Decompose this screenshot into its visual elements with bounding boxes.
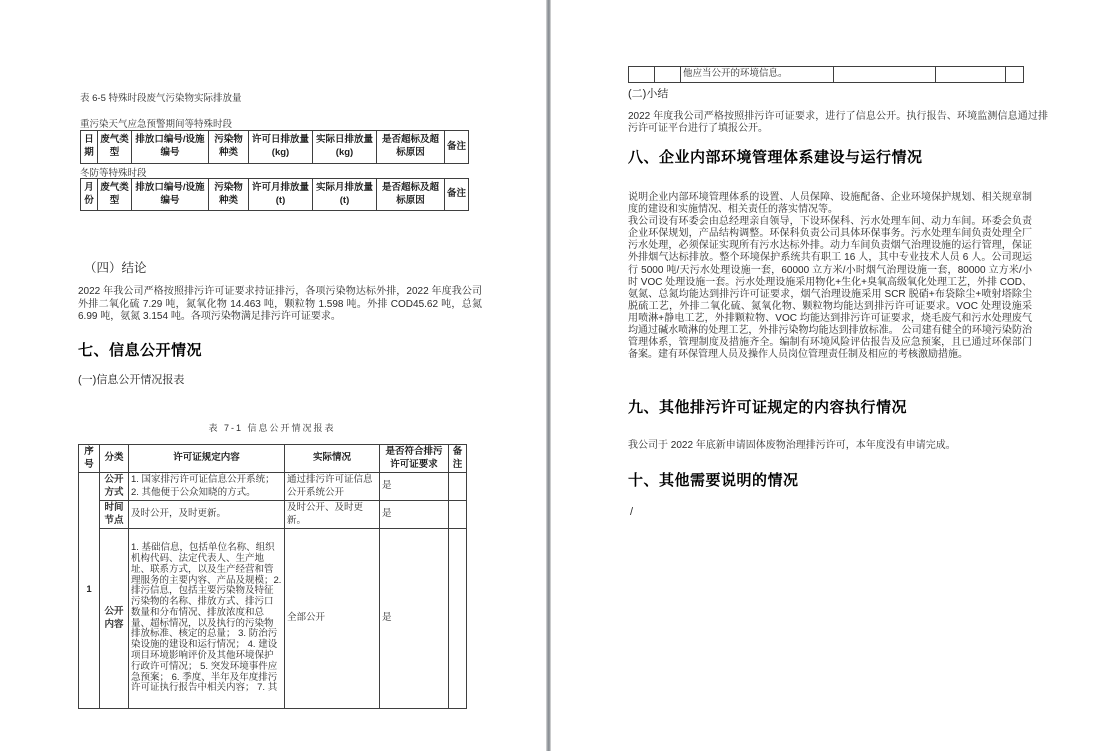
disclosure-table-continuation <box>628 66 1024 83</box>
monthly-col-month: 月份 <box>81 179 98 211</box>
section8-text-block <box>628 192 1032 361</box>
section10-heading: 十、其他需要说明的情况 <box>628 472 799 489</box>
disclosure-table <box>78 444 467 709</box>
disclosure-col-category: 分类 <box>100 445 129 473</box>
table-row <box>79 473 467 501</box>
cont-required-cell: 他应当公开的环境信息。 <box>681 67 834 83</box>
daily-col-pollutant: 污染物种类 <box>209 131 249 164</box>
daily-col-actual: 实际日排放量(kg) <box>313 131 377 164</box>
disclosure-col-note: 备注 <box>449 445 467 473</box>
monthly-col-note: 备注 <box>445 179 469 211</box>
row1-required: 1. 国家排污许可证信息公开系统；2. 其他便于公众知晓的方式。 <box>129 473 285 501</box>
monthly-col-permitted: 许可月排放量(t) <box>249 179 313 211</box>
cont-seq-cell <box>629 67 655 83</box>
disclosure-col-actual: 实际情况 <box>285 445 380 473</box>
row3-compliant: 是 <box>380 529 449 709</box>
cont-category-cell <box>655 67 681 83</box>
row2-category: 时间节点 <box>100 501 129 529</box>
section8-intro: 说明企业内部环境管理体系的设置、人员保障、设施配备、企业环境保护规划、相关规章制度的建设和实施情况、相关责任的落实情况等。 <box>628 192 1032 216</box>
daily-col-exceed: 是否超标及超标原因 <box>377 131 445 164</box>
daily-col-permitted: 许可日排放量(kg) <box>249 131 313 164</box>
daily-col-note: 备注 <box>445 131 469 164</box>
daily-col-outlet: 排放口编号/设施编号 <box>132 131 209 164</box>
cont-compliant-cell <box>936 67 1006 83</box>
monthly-emission-table <box>80 178 469 211</box>
daily-emission-table <box>80 130 469 164</box>
monthly-col-actual: 实际月排放量(t) <box>313 179 377 211</box>
disclosure-header-row <box>79 445 467 473</box>
special-period-2-label: 冬防等特殊时段 <box>80 168 147 179</box>
monthly-col-exceed: 是否超标及超标原因 <box>377 179 445 211</box>
row-seq-cell: 1 <box>79 473 100 709</box>
section9-paragraph: 我公司于 2022 年底新申请固体废物治理排污许可，本年度没有申请完成。 <box>628 440 956 451</box>
section8-heading: 八、企业内部环境管理体系建设与运行情况 <box>628 149 923 166</box>
section9-heading: 九、其他排污许可证规定的内容执行情况 <box>628 399 908 416</box>
row2-note <box>449 501 467 529</box>
daily-col-date: 日期 <box>81 131 98 164</box>
section8-body: 我公司设有环委会由总经理亲自领导，下设环保科、污水处理车间、动力车间。环委会负责企业环保规划，产品结构调整。环保科负责公司具体环保事务。污水处理车间负责处理全厂污水处理，必须保证实现所有污水达标外排。动力车间负责烟气治理设施的运行管理，保证外排烟气达标排放。整个环境保护系统共有职工 16 人，其中专业技术人员 6 人。公司现运行 5000 吨/天污水处理设施一套，60000 立方米/小时烟气治理设施一套，80000 立方米/小时 VOC 处理设施一套。污水处理设施采用物化+生化+臭氧高级氧化处理工艺，外排 COD、氨氮、总氮均能达到排污许可证要求，烟气治理设施采用 SCR 脱硝+布袋除尘+喷射塔除尘脱硫工艺，外排二氧化硫、氮氧化物、颗粒物均能达到排污许可证要求。VOC 处理设施采用喷淋+静电工艺，外排颗粒物、VOC 均能达到排污许可证要求，烧毛废气和污水处理废气均通过碱水喷淋的处理工艺，外排污染物均能达到排放标准。 公司建有健全的环境污染防治管理体系，管理制度及措施齐全。编制有环境风险评估报告及应急预案，且已通过环保部门备案。建有环保管理人员及操作人员岗位管理责任制及相应的考核激励措施。 <box>628 216 1032 361</box>
summary-paragraph: 2022 年度我公司严格按照排污许可证要求，进行了信息公开。执行报告、环境监测信息通过排污许可证平台进行了填报公开。 <box>628 111 1048 134</box>
row1-compliant: 是 <box>380 473 449 501</box>
section7-sub-heading: (一)信息公开情况报表 <box>78 374 185 386</box>
section10-placeholder: / <box>630 506 634 518</box>
table-7-1-caption: 表 7-1 信息公开情况报表 <box>208 423 336 433</box>
monthly-col-outlet: 排放口编号/设施编号 <box>132 179 209 211</box>
conclusion-paragraph: 2022 年我公司严格按照排污许可证要求持证排污，各项污染物达标外排，2022 年度我公司外排二氧化硫 7.29 吨，氮氧化物 14.463 吨，颗粒物 1.598 吨。外排 COD45.62 吨，总氮 6.99 吨，氨氮 3.154 吨。各项污染物满足排污许可证要求。 <box>78 286 482 323</box>
row1-category: 公开方式 <box>100 473 129 501</box>
disclosure-col-required: 许可证规定内容 <box>129 445 285 473</box>
table-row <box>79 501 467 529</box>
table-row <box>629 67 1024 83</box>
cont-actual-cell <box>834 67 936 83</box>
cont-note-cell <box>1006 67 1024 83</box>
special-period-1-label: 重污染天气应急预警期间等特殊时段 <box>80 119 233 130</box>
table-row <box>79 529 467 709</box>
row1-actual: 通过排污许可证信息公开系统公开 <box>285 473 380 501</box>
row2-required: 及时公开，及时更新。 <box>129 501 285 529</box>
row1-note <box>449 473 467 501</box>
monthly-col-pollutant: 污染物种类 <box>209 179 249 211</box>
monthly-col-gas-type: 废气类型 <box>98 179 132 211</box>
summary-heading: (二)小结 <box>628 88 669 100</box>
table-6-5-title: 表 6-5 特殊时段废气污染物实际排放量 <box>80 93 242 104</box>
row3-actual: 全部公开 <box>285 529 380 709</box>
row2-compliant: 是 <box>380 501 449 529</box>
disclosure-col-compliant: 是否符合排污许可证要求 <box>380 445 449 473</box>
section7-heading: 七、信息公开情况 <box>78 342 203 359</box>
row3-category: 公开内容 <box>100 529 129 709</box>
disclosure-col-seq: 序号 <box>79 445 100 473</box>
row3-note <box>449 529 467 709</box>
row3-required: 1. 基础信息，包括单位名称、组织机构代码、法定代表人、生产地址、联系方式，以及生产经营和管理服务的主要内容、产品及规模；2. 排污信息，包括主要污染物及特征污染物的名称、排放方式、排污口数量和分布情况、排放浓度和总量、超标情况，以及执行的污染物排放标准、核定的总量； 3. 防治污染设施的建设和运行情况； 4. 建设项目环境影响评价及其他环境保护行政许可情况； 5. 突发环境事件应急预案； 6. 季度、半年及年度排污许可证执行报告中相关内容； 7. 其 <box>129 529 285 709</box>
conclusion-heading: （四）结论 <box>84 261 147 275</box>
daily-col-gas-type: 废气类型 <box>98 131 132 164</box>
page-left <box>0 0 548 751</box>
row2-actual: 及时公开、及时更新。 <box>285 501 380 529</box>
page-right <box>551 0 1100 751</box>
